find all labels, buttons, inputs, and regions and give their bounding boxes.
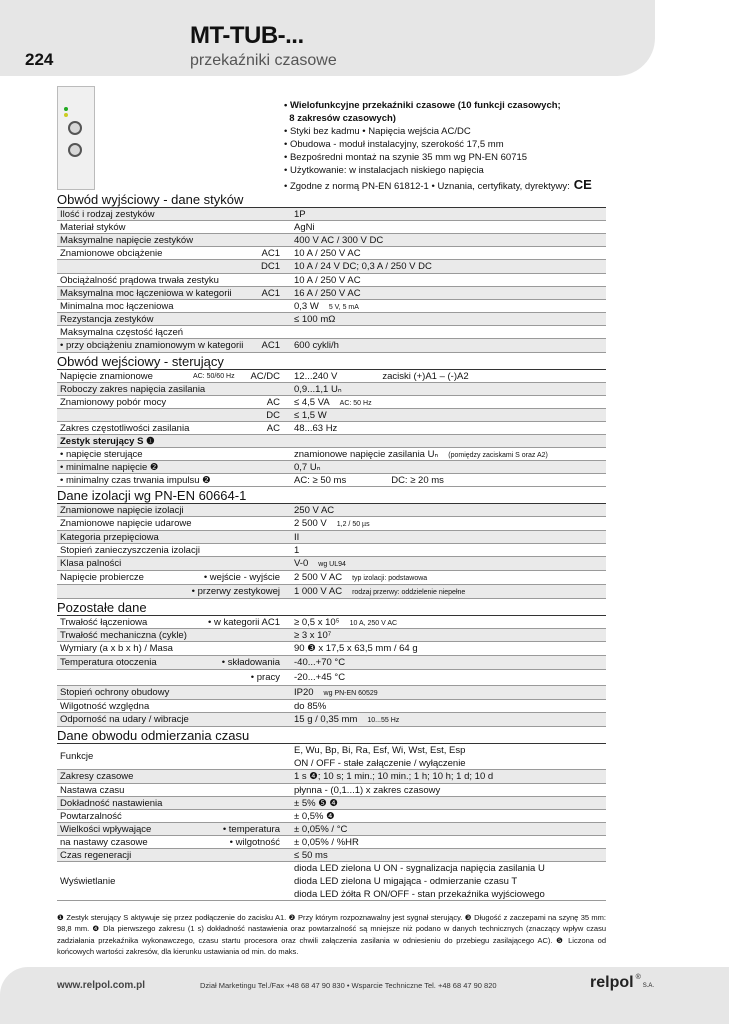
row-tag: AC/DC bbox=[250, 370, 280, 382]
label-text: Obciążalność prądowa trwała zestyku bbox=[60, 274, 219, 286]
feature-item: • Użytkowanie: w instalacjach niskiego napięcia bbox=[284, 165, 484, 177]
row-value bbox=[284, 744, 606, 770]
row-label bbox=[57, 504, 284, 516]
row-tag: AC1 bbox=[261, 340, 280, 351]
value-note: AC: 50 Hz bbox=[339, 399, 372, 407]
row-value bbox=[284, 301, 606, 312]
table-row bbox=[57, 686, 606, 700]
row-label bbox=[57, 544, 284, 556]
row-value bbox=[284, 811, 606, 822]
value-text: 0,3 W bbox=[294, 300, 319, 312]
value-secondary: DC: ≥ 20 ms bbox=[391, 474, 444, 486]
table-row bbox=[57, 700, 606, 713]
website-link[interactable]: www.relpol.com.pl bbox=[57, 980, 145, 991]
value-note: 1,2 / 50 µs bbox=[336, 521, 370, 528]
row-value bbox=[284, 288, 606, 299]
value-text: ± 0,05% / %HR bbox=[294, 836, 359, 848]
table-row bbox=[57, 461, 606, 474]
table-row bbox=[57, 422, 606, 435]
row-tag: • temperatura bbox=[222, 823, 280, 835]
feature-item: • Zgodne z normą PN-EN 61812-1 • Uznania, certyfikaty, dyrektywy: bbox=[284, 180, 570, 192]
table-row bbox=[57, 797, 606, 810]
table-row bbox=[57, 435, 606, 448]
table-row bbox=[57, 862, 606, 901]
dial-icon bbox=[68, 121, 82, 135]
label-text: Maksymalne napięcie zestyków bbox=[60, 234, 194, 246]
row-value bbox=[284, 701, 606, 712]
row-value bbox=[284, 384, 606, 395]
row-value bbox=[284, 449, 606, 460]
value-text: 15 g / 0,35 mm bbox=[294, 714, 358, 725]
row-label bbox=[57, 770, 284, 783]
feature-item: • Bezpośredni montaż na szynie 35 mm wg PN-EN 60715 bbox=[284, 152, 528, 164]
table-row bbox=[57, 744, 606, 770]
value-text: -20...+45 °C bbox=[294, 672, 346, 683]
section-title: Obwód wyjściowy - dane styków bbox=[57, 191, 606, 208]
label-text: Znamionowe napięcie udarowe bbox=[60, 518, 192, 529]
label-text: Temperatura otoczenia bbox=[60, 657, 157, 668]
page-number: 224 bbox=[25, 50, 54, 69]
row-value bbox=[284, 248, 606, 259]
row-label bbox=[57, 744, 284, 769]
table-row bbox=[57, 448, 606, 461]
value-text: ≤ 4,5 VA bbox=[294, 396, 330, 408]
row-label bbox=[57, 642, 284, 655]
label-text: Dokładność nastawienia bbox=[60, 797, 163, 809]
value-text: 10 A / 24 V DC; 0,3 A / 250 V DC bbox=[294, 261, 432, 272]
label-text: Znamionowe obciążenie bbox=[60, 247, 163, 259]
row-tag: DC1 bbox=[260, 261, 280, 272]
logo-reg: ® bbox=[635, 974, 641, 981]
row-label bbox=[57, 629, 284, 641]
label-text: Nastawa czasu bbox=[60, 784, 125, 796]
label-text: Zakres częstotliwości zasilania bbox=[60, 422, 190, 434]
value-text: 1 bbox=[294, 544, 300, 556]
table-row bbox=[57, 409, 606, 422]
logo-text: relpol bbox=[590, 974, 634, 991]
row-label bbox=[57, 234, 284, 246]
table-row bbox=[57, 221, 606, 234]
value-secondary: zaciski (+)A1 – (-)A2 bbox=[382, 370, 469, 382]
label-text: Materiał styków bbox=[60, 221, 126, 233]
row-label bbox=[57, 260, 284, 273]
label-text: Wielkości wpływające bbox=[60, 823, 152, 835]
row-value bbox=[284, 532, 606, 543]
table-row bbox=[57, 642, 606, 656]
row-value bbox=[284, 672, 606, 683]
value-text: ≥ 0,5 x 10⁵ bbox=[294, 616, 340, 628]
label-text: • przy obciążeniu znamionowym w kategorii bbox=[60, 340, 244, 351]
table-row bbox=[57, 616, 606, 629]
row-label bbox=[57, 461, 284, 473]
value-text: -40...+70 °C bbox=[294, 657, 346, 668]
table-row bbox=[57, 770, 606, 784]
row-tag: • wilgotność bbox=[229, 836, 280, 848]
row-label bbox=[57, 686, 284, 699]
table-row bbox=[57, 557, 606, 571]
value-text: ± 0,05% / °C bbox=[294, 823, 348, 835]
table-row bbox=[57, 234, 606, 247]
table-row bbox=[57, 784, 606, 797]
label-text: na nastawy czasowe bbox=[60, 836, 148, 848]
table-row bbox=[57, 370, 606, 383]
value-text: ± 0,5% ❹ bbox=[294, 810, 335, 822]
row-value bbox=[284, 586, 606, 597]
row-value bbox=[284, 222, 606, 233]
row-value bbox=[284, 209, 606, 220]
value-text: dioda LED zielona U ON - sygnalizacja napięcia zasilania U bbox=[294, 862, 545, 874]
label-text: Wyświetlanie bbox=[60, 875, 116, 887]
label-text: Zestyk sterujący S ❶ bbox=[60, 435, 155, 447]
section-title: Dane izolacji wg PN-EN 60664-1 bbox=[57, 487, 606, 504]
row-tag: • przerwy zestykowej bbox=[191, 586, 280, 597]
value-text: 1P bbox=[294, 208, 306, 220]
label-text: Roboczy zakres napięcia zasilania bbox=[60, 383, 206, 395]
table-row bbox=[57, 849, 606, 862]
value-text: AgNi bbox=[294, 221, 315, 233]
label-text: Napięcie znamionowe bbox=[60, 370, 153, 382]
label-text: Wilgotność względna bbox=[60, 700, 150, 712]
value-note: wg UL94 bbox=[318, 561, 346, 568]
value-text: ≤ 1,5 W bbox=[294, 409, 327, 421]
row-value bbox=[284, 837, 606, 848]
label-text: Trwałość mechaniczna (cykle) bbox=[60, 629, 187, 641]
value-text: E, Wu, Bp, Bi, Ra, Esf, Wi, Wst, Est, Esp bbox=[294, 744, 466, 756]
table-row bbox=[57, 274, 606, 287]
table-row bbox=[57, 544, 606, 557]
feature-list bbox=[284, 99, 614, 193]
row-value bbox=[284, 340, 606, 351]
row-tag: • w kategorii AC1 bbox=[208, 616, 280, 628]
label-text: • napięcie sterujące bbox=[60, 448, 143, 460]
value-text: AC: ≥ 50 ms bbox=[294, 474, 347, 486]
page-title: MT-TUB-... bbox=[190, 22, 304, 49]
table-row bbox=[57, 585, 606, 599]
row-label bbox=[57, 836, 284, 848]
row-label bbox=[57, 422, 284, 434]
label-text: Znamionowy pobór mocy bbox=[60, 396, 167, 408]
row-tag: • wejście - wyjście bbox=[203, 572, 280, 583]
row-label bbox=[57, 474, 284, 486]
row-value bbox=[284, 714, 606, 725]
table-row bbox=[57, 836, 606, 849]
section-title: Dane obwodu odmierzania czasu bbox=[57, 727, 606, 744]
row-value bbox=[284, 643, 606, 654]
row-label bbox=[57, 862, 284, 900]
row-value bbox=[284, 475, 606, 486]
value-text: 400 V AC / 300 V DC bbox=[294, 234, 384, 246]
value-text: 1 000 V AC bbox=[294, 586, 343, 597]
value-text: 2 500 V bbox=[294, 518, 327, 529]
row-value bbox=[284, 518, 606, 529]
table-row bbox=[57, 656, 606, 670]
label-text: Odporność na udary / wibracje bbox=[60, 714, 189, 725]
row-tag: • składowania bbox=[221, 657, 280, 668]
value-text: 48...63 Hz bbox=[294, 422, 338, 434]
row-tag: AC1 bbox=[261, 247, 280, 259]
row-label bbox=[57, 448, 284, 460]
label-note: AC: 50/60 Hz bbox=[192, 372, 235, 380]
row-value bbox=[284, 771, 606, 782]
row-label bbox=[57, 571, 284, 584]
feature-item: • Wielofunkcyjne przekaźniki czasowe (10 funkcji czasowych; bbox=[284, 100, 561, 111]
value-line: ON / OFF - stałe załączenie / wyłączenie bbox=[294, 757, 466, 769]
row-value bbox=[284, 862, 606, 901]
row-label bbox=[57, 823, 284, 835]
table-row bbox=[57, 287, 606, 300]
section-title: Pozostałe dane bbox=[57, 599, 606, 616]
value-text: 90 ❸ x 17,5 x 63,5 mm / 64 g bbox=[294, 643, 418, 654]
table-row bbox=[57, 247, 606, 260]
row-value bbox=[284, 850, 606, 861]
table-row bbox=[57, 326, 606, 339]
row-tag: AC1 bbox=[261, 287, 280, 299]
row-tag: DC bbox=[266, 409, 280, 421]
row-value bbox=[284, 785, 606, 796]
value-note: 10...55 Hz bbox=[367, 717, 400, 724]
value-text: 250 V AC bbox=[294, 504, 335, 516]
table-row bbox=[57, 208, 606, 221]
row-value bbox=[284, 261, 606, 272]
table-row bbox=[57, 571, 606, 585]
row-value bbox=[284, 824, 606, 835]
row-label bbox=[57, 670, 284, 685]
value-note: 10 A, 250 V AC bbox=[349, 619, 398, 627]
table-row bbox=[57, 396, 606, 409]
row-label bbox=[57, 713, 284, 726]
value-text: ≥ 3 x 10⁷ bbox=[294, 629, 332, 641]
row-tag: • pracy bbox=[250, 672, 280, 683]
value-line: dioda LED żółta R ON/OFF - stan przekaźnika wyjściowego bbox=[294, 888, 545, 900]
row-label bbox=[57, 208, 284, 220]
row-label bbox=[57, 287, 284, 299]
row-label bbox=[57, 810, 284, 822]
row-label bbox=[57, 700, 284, 712]
value-note: rodzaj przerwy: oddzielenie niepełne bbox=[352, 589, 466, 596]
page-subtitle: przekaźniki czasowe bbox=[190, 52, 337, 69]
feature-item: 8 zakresów czasowych) bbox=[284, 113, 396, 125]
row-value bbox=[284, 572, 606, 583]
row-value bbox=[284, 314, 606, 325]
value-text: ≤ 100 mΩ bbox=[294, 313, 336, 325]
value-text: 10 A / 250 V AC bbox=[294, 274, 361, 286]
table-row bbox=[57, 629, 606, 642]
row-label bbox=[57, 221, 284, 233]
row-label bbox=[57, 849, 284, 861]
row-label bbox=[57, 557, 284, 570]
value-text: II bbox=[294, 531, 300, 543]
label-text: • minimalne napięcie ❷ bbox=[60, 461, 159, 473]
value-text: ≤ 50 ms bbox=[294, 849, 328, 861]
row-value bbox=[284, 657, 606, 668]
row-value bbox=[284, 545, 606, 556]
label-text: Funkcje bbox=[60, 751, 94, 762]
row-value bbox=[284, 410, 606, 421]
row-label bbox=[57, 313, 284, 325]
value-text: V-0 bbox=[294, 558, 309, 569]
row-tag: AC bbox=[266, 396, 280, 408]
label-text: Klasa palności bbox=[60, 558, 122, 569]
label-text: Kategoria przepięciowa bbox=[60, 531, 159, 543]
contact-info: Dział Marketingu Tel./Fax +48 68 47 90 830 • Wsparcie Techniczne Tel. +48 68 47 90 820 bbox=[200, 981, 497, 990]
row-value bbox=[284, 687, 606, 698]
table-row bbox=[57, 383, 606, 396]
label-text: Znamionowe napięcie izolacji bbox=[60, 504, 184, 516]
relpol-logo bbox=[590, 974, 654, 992]
feature-item: • Styki bez kadmu • Napięcia wejścia AC/DC bbox=[284, 126, 471, 138]
led-icon bbox=[64, 113, 68, 117]
value-text: płynna - (0,1...1) x zakres czasowy bbox=[294, 784, 441, 796]
row-label bbox=[57, 585, 284, 598]
value-note: (pomiędzy zaciskami S oraz A2) bbox=[448, 451, 548, 459]
value-text: 16 A / 250 V AC bbox=[294, 287, 361, 299]
row-label bbox=[57, 531, 284, 543]
label-text: Stopień zanieczyszczenia izolacji bbox=[60, 544, 200, 556]
row-label bbox=[57, 784, 284, 796]
table-row bbox=[57, 504, 606, 517]
value-text: 0,9...1,1 Uₙ bbox=[294, 383, 342, 395]
value-note: 5 V, 5 mA bbox=[328, 303, 359, 311]
row-label bbox=[57, 616, 284, 628]
footnotes: ❶ Zestyk sterujący S aktywuje się przez podłączenie do zacisku A1. ❷ Przy którym rozpoznawalny jest sygnał sterujący. ❸ Długość z zaczepami na szynę 35 mm: 98,8 mm. ❹ Dla pierwszego zakresu (1 s) dokładność nastawienia oraz powtarzalność są mniejsze niż podano w danych technicznych (znaczący wpływ czasu zadziałania przekaźnika wykonawczego, czasu startu procesora oraz chwili załączenia zasilania w odniesieniu do przebiegu zasilającego AC). ❺ Liczona od końcowych wartości zakresów, dla kierunku ustawiania od min. do maks. bbox=[57, 913, 606, 956]
value-text: 600 cykli/h bbox=[294, 340, 339, 351]
table-row bbox=[57, 260, 606, 274]
row-label bbox=[57, 383, 284, 395]
label-text: Trwałość łączeniowa bbox=[60, 616, 148, 628]
value-note: typ izolacji: podstawowa bbox=[352, 575, 428, 582]
row-value bbox=[284, 275, 606, 286]
table-row bbox=[57, 474, 606, 487]
table-row bbox=[57, 531, 606, 544]
row-label bbox=[57, 656, 284, 669]
table-row bbox=[57, 300, 606, 313]
label-text: Maksymalna moc łączeniowa w kategorii bbox=[60, 287, 232, 299]
value-text: 2 500 V AC bbox=[294, 572, 343, 583]
label-text: Zakresy czasowe bbox=[60, 771, 134, 782]
value-text: 1 s ❹; 10 s; 1 min.; 10 min.; 1 h; 10 h; 1 d; 10 d bbox=[294, 771, 494, 782]
table-row bbox=[57, 517, 606, 531]
ce-mark-icon: CE bbox=[573, 176, 592, 192]
row-value bbox=[284, 423, 606, 434]
table-row bbox=[57, 313, 606, 326]
row-value bbox=[284, 371, 606, 382]
row-label bbox=[57, 326, 284, 338]
label-text: Stopień ochrony obudowy bbox=[60, 687, 170, 698]
row-label bbox=[57, 370, 284, 382]
value-text: 0,7 Uₙ bbox=[294, 461, 321, 473]
row-tag: AC bbox=[266, 422, 280, 434]
row-label bbox=[57, 300, 284, 312]
value-text: IP20 bbox=[294, 687, 314, 698]
label-text: Rezystancja zestyków bbox=[60, 313, 154, 325]
table-row bbox=[57, 823, 606, 836]
label-text: Wymiary (a x b x h) / Masa bbox=[60, 643, 173, 654]
row-label bbox=[57, 517, 284, 530]
product-image bbox=[57, 86, 95, 190]
row-value bbox=[284, 462, 606, 473]
value-text: ± 5% ❺ ❹ bbox=[294, 797, 338, 809]
row-label bbox=[57, 409, 284, 421]
value-text: 10 A / 250 V AC bbox=[294, 247, 361, 259]
value-text: do 85% bbox=[294, 700, 327, 712]
row-value bbox=[284, 397, 606, 408]
label-text: Powtarzalność bbox=[60, 810, 122, 822]
dial-icon bbox=[68, 143, 82, 157]
row-value bbox=[284, 630, 606, 641]
row-value bbox=[284, 617, 606, 628]
row-value bbox=[284, 558, 606, 569]
logo-sa: S.A. bbox=[642, 983, 655, 989]
table-row bbox=[57, 339, 606, 353]
table-row bbox=[57, 810, 606, 823]
label-text: Ilość i rodzaj zestyków bbox=[60, 208, 155, 220]
row-label bbox=[57, 435, 284, 447]
row-value bbox=[284, 235, 606, 246]
feature-item: • Obudowa - moduł instalacyjny, szerokość 17,5 mm bbox=[284, 139, 504, 151]
row-value bbox=[284, 798, 606, 809]
label-text: • minimalny czas trwania impulsu ❷ bbox=[60, 474, 211, 486]
row-label bbox=[57, 247, 284, 259]
row-value bbox=[284, 505, 606, 516]
label-text: Minimalna moc łączeniowa bbox=[60, 300, 174, 312]
led-icon bbox=[64, 107, 68, 111]
value-note: wg PN-EN 60529 bbox=[323, 690, 378, 697]
row-label bbox=[57, 339, 284, 352]
label-text: Maksymalna częstość łączeń bbox=[60, 326, 184, 338]
label-text: Czas regeneracji bbox=[60, 849, 132, 861]
table-row bbox=[57, 670, 606, 686]
value-text: znamionowe napięcie zasilania Uₙ bbox=[294, 448, 439, 460]
spec-table bbox=[57, 191, 606, 901]
row-label bbox=[57, 274, 284, 286]
table-row bbox=[57, 713, 606, 727]
row-label bbox=[57, 396, 284, 408]
value-text: 12...240 V bbox=[294, 370, 338, 382]
value-line: dioda LED zielona U migająca - odmierzanie czasu T bbox=[294, 875, 518, 887]
section-title: Obwód wejściowy - sterujący bbox=[57, 353, 606, 370]
label-text: Napięcie probiercze bbox=[60, 572, 144, 583]
row-label bbox=[57, 797, 284, 809]
